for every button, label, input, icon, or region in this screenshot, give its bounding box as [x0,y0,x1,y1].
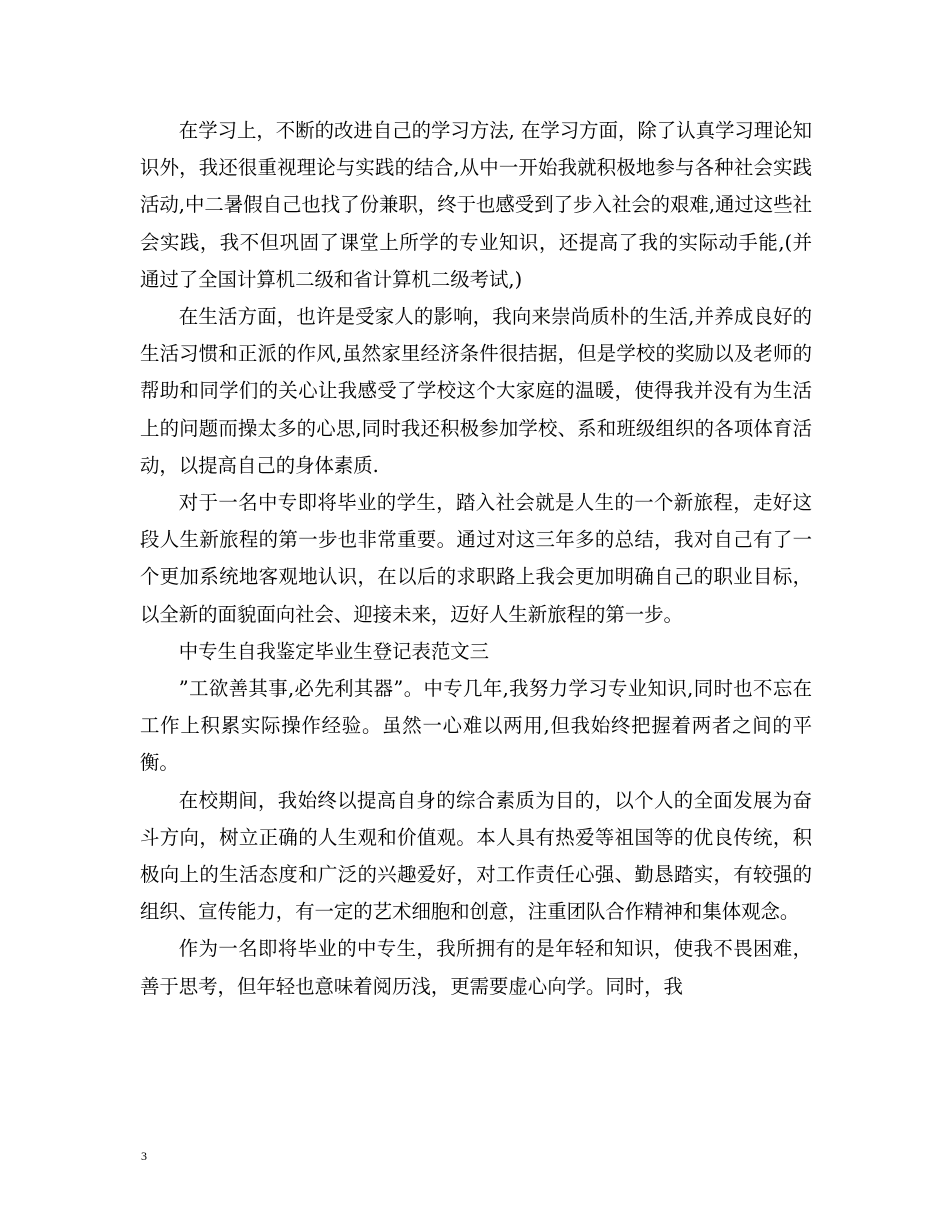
paragraph-graduate-qualities: 作为一名即将毕业的中专生，我所拥有的是年轻和知识，使我不畏困难，善于思考，但年轻也意味着阅历浅，更需要虚心向学。同时，我 [140,937,812,998]
page-number: 3 [141,1149,147,1163]
document-body [140,112,812,1005]
paragraph-proverb: ”工欲善其事,必先利其器”。中专几年,我努力学习专业知识,同时也不忘在工作上积累实际操作经验。虽然一心难以两用,但我始终把握着两者之间的平衡。 [140,677,812,775]
paragraph-school-period: 在校期间，我始终以提高自身的综合素质为目的，以个人的全面发展为奋斗方向，树立正确的人生观和价值观。本人具有热爱等祖国等的优良传统，积极向上的生活态度和广泛的兴趣爱好，对工作责任心强、勤恳踏实，有较强的组织、宣传能力，有一定的艺术细胞和创意，注重团队合作精神和集体观念。 [140,788,812,924]
section-heading: 中专生自我鉴定毕业生登记表范文三 [178,639,490,663]
paragraph-life: 在生活方面，也许是受家人的影响，我向来崇尚质朴的生活,并养成良好的生活习惯和正派的作风,虽然家里经济条件很拮据，但是学校的奖励以及老师的帮助和同学们的关心让我感受了学校这个大家庭的温暖，使得我并没有为生活上的问题而操太多的心思,同时我还积极参加学校、系和班级组织的各项体育活动，以提高自己的身体素质. [140,305,812,477]
paragraph-study: 在学习上，不断的改进自己的学习方法, 在学习方面，除了认真学习理论知识外，我还很重视理论与实践的结合,从中一开始我就积极地参与各种社会实践活动,中二暑假自己也找了份兼职，终于也感受到了步入社会的艰难,通过这些社会实践，我不但巩固了课堂上所学的专业知识，还提高了我的实际动手能,(并通过了全国计算机二级和省计算机二级考试,) [140,119,812,291]
paragraph-graduation: 对于一名中专即将毕业的学生，踏入社会就是人生的一个新旅程，走好这段人生新旅程的第一步也非常重要。通过对这三年多的总结，我对自己有了一个更加系统地客观地认识，在以后的求职路上我会更加明确自己的职业目标，以全新的面貌面向社会、迎接未来，迈好人生新旅程的第一步。 [140,491,812,626]
